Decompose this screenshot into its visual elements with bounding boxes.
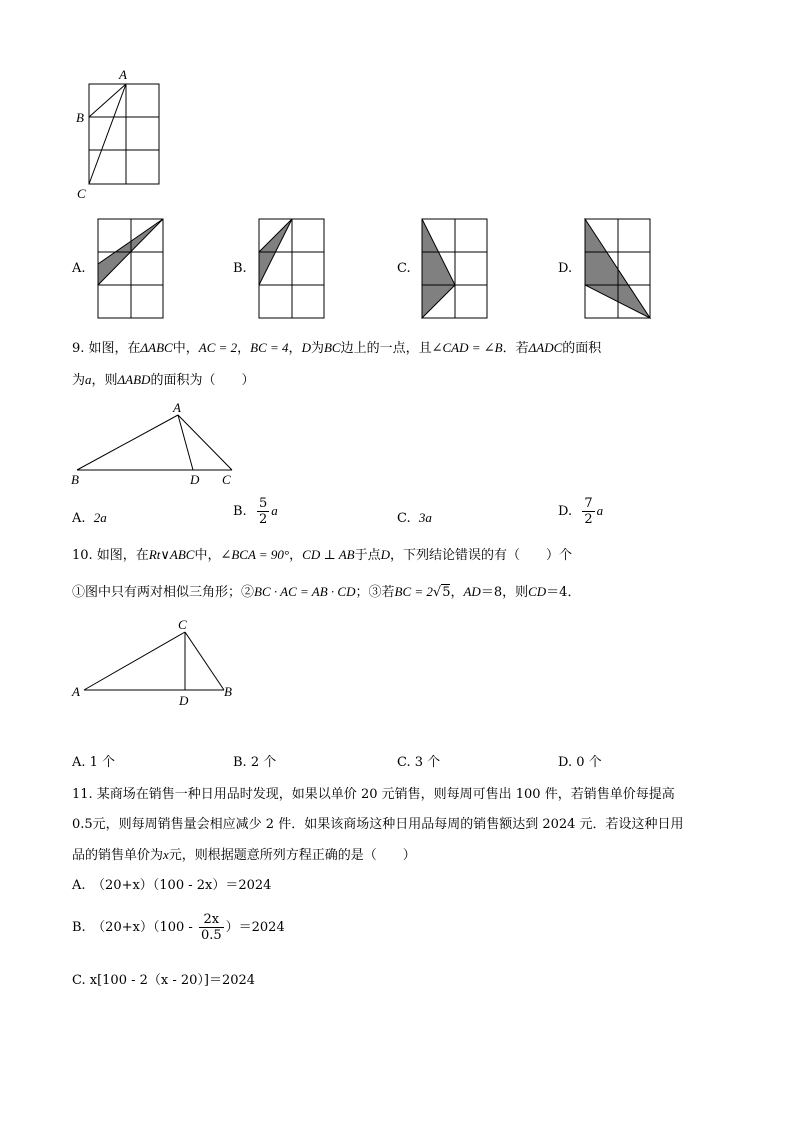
q11-option-c: C. x[100 - 2（x - 20）]＝2024 [72, 973, 256, 988]
q10-option-a: A. 1 个 [72, 755, 116, 770]
q11-text: 元，则根据题意所列方程正确的是（ ） [168, 848, 416, 863]
q10-label-b: B [224, 684, 232, 699]
q9-tri-adc: ΔADC [528, 340, 563, 355]
q10-label-c: C [178, 617, 187, 632]
q10-text: ＝8，则 [480, 585, 529, 600]
q10-text: 于点 [354, 548, 381, 563]
q9-ac-eq: AC = 2 [198, 340, 238, 355]
sqrt-sign: √ [432, 585, 442, 600]
q8-option-b-letter: B. [233, 261, 247, 276]
q10-text: ①图中只有两对相似三角形；② [72, 585, 255, 600]
q9-bc: BC [323, 340, 341, 355]
option-var: a [596, 503, 604, 518]
q9-text: 边上的一点，且 [340, 341, 432, 356]
q9-text: 中， [172, 341, 199, 356]
q8-label-a: A [119, 67, 127, 82]
q10-angle-bca: ∠BCA = 90° [220, 547, 290, 562]
q10-ad: AD [463, 584, 481, 599]
q9-option-b [233, 496, 278, 527]
numerator: 2x [199, 912, 224, 928]
denominator: 2 [258, 512, 268, 527]
q11-x-var: x [163, 847, 169, 862]
q9-text: ，则 [91, 373, 118, 388]
sqrt-value: 5 [442, 585, 451, 600]
q9-option-a [72, 508, 107, 529]
q10-cd-perp: CD ⊥ AB [302, 547, 355, 562]
q10-label-d: D [179, 693, 189, 708]
q10-option-c: C. 3 个 [397, 755, 441, 770]
q9-a-var: a [85, 372, 92, 387]
q9-angle-eq: ∠CAD = ∠B [431, 340, 503, 355]
option-value: 3a [418, 510, 432, 525]
q10-label-a: A [72, 684, 80, 699]
q11-option-b [72, 912, 285, 943]
q9-option-d [558, 496, 603, 527]
q11-option-b-post: ）＝2024 [225, 920, 285, 935]
q9-stem-line2 [72, 370, 254, 391]
q10-rt-abc: Rt∨ABC [148, 547, 195, 562]
q9-label-a: A [173, 400, 181, 415]
q9-label-d: D [190, 472, 200, 487]
option-value: 2a [93, 510, 107, 525]
q10-text: ， [450, 585, 464, 600]
q9-tri-abd: ΔABD [117, 372, 151, 387]
q9-text: ．若 [502, 341, 529, 356]
q8-label-b: B [76, 110, 84, 125]
fraction [257, 496, 269, 527]
q9-option-c [397, 508, 432, 529]
q8-main-figure [70, 64, 170, 204]
q9-bc-eq: BC = 4 [250, 340, 289, 355]
fraction [582, 496, 594, 527]
q10-text: ；③若 [355, 585, 395, 600]
denominator: 0.5 [200, 928, 222, 943]
q9-text: 的面积为（ ） [150, 373, 255, 388]
q10-text: ＝4． [546, 585, 581, 600]
q11-option-a: A. （20+x）（100 - 2x）＝2024 [72, 878, 272, 893]
option-letter: B. [233, 504, 247, 519]
q9-stem-line1 [72, 338, 601, 359]
q10-text: 10. 如图，在 [72, 548, 149, 563]
q10-text: 中， [194, 548, 221, 563]
fraction [199, 912, 224, 943]
q9-d: D [301, 340, 311, 355]
q8-option-d-figure [583, 218, 653, 320]
q11-stem-line3 [72, 845, 416, 866]
q10-d: D [380, 547, 390, 562]
q8-option-d-letter: D. [558, 261, 573, 276]
q8-option-a-letter: A. [72, 261, 86, 276]
option-var: a [271, 503, 278, 518]
q8-option-a-figure [96, 218, 166, 320]
q9-text: ， [288, 341, 302, 356]
numerator: 5 [258, 496, 268, 511]
q9-text: 9. 如图，在 [72, 341, 141, 356]
q10-text: ，下列结论错误的有（ ）个 [390, 548, 573, 563]
q8-label-c: C [77, 186, 86, 201]
q10-option-b: B. 2 个 [233, 755, 277, 770]
q10-stem-line2 [72, 582, 580, 603]
q10-cd: CD [528, 584, 547, 599]
q10-prod-eq: BC · AC = AB · CD [254, 584, 356, 599]
q10-bc-eq: BC = 2 [394, 584, 433, 599]
q9-label-c: C [222, 472, 231, 487]
q8-option-c-letter: C. [397, 261, 411, 276]
q8-option-c-figure [420, 218, 490, 320]
q9-label-b: B [71, 472, 79, 487]
q9-text: 的面积 [562, 341, 602, 356]
q11-stem-line2: 0.5元，则每周销售量会相应减少 2 件．如果该商场这种日用品每周的销售额达到 2024 元．若设这种日用 [72, 817, 684, 832]
denominator: 2 [584, 512, 593, 527]
numerator: 7 [584, 496, 593, 511]
q9-tri-abc: ΔABC [140, 340, 173, 355]
q9-text: 为 [72, 373, 86, 388]
q9-text: 为 [310, 341, 324, 356]
option-letter: C. [397, 511, 411, 526]
q9-text: ， [237, 341, 251, 356]
q10-figure [68, 614, 248, 709]
q11-stem-line1: 11. 某商场在销售一种日用品时发现，如果以单价 20 元销售，则每周可售出 100 件，若销售单价每提高 [72, 787, 675, 802]
q10-stem-line1 [72, 545, 572, 566]
q11-text: 品的销售单价为 [72, 848, 164, 863]
option-letter: D. [558, 504, 573, 519]
q8-option-b-figure [257, 218, 327, 320]
q9-figure [68, 400, 248, 490]
q10-text: ， [289, 548, 303, 563]
q10-option-d: D. 0 个 [558, 755, 602, 770]
option-letter: A. [72, 511, 86, 526]
q11-option-b-pre: B. （20+x）（100 - [72, 920, 193, 935]
